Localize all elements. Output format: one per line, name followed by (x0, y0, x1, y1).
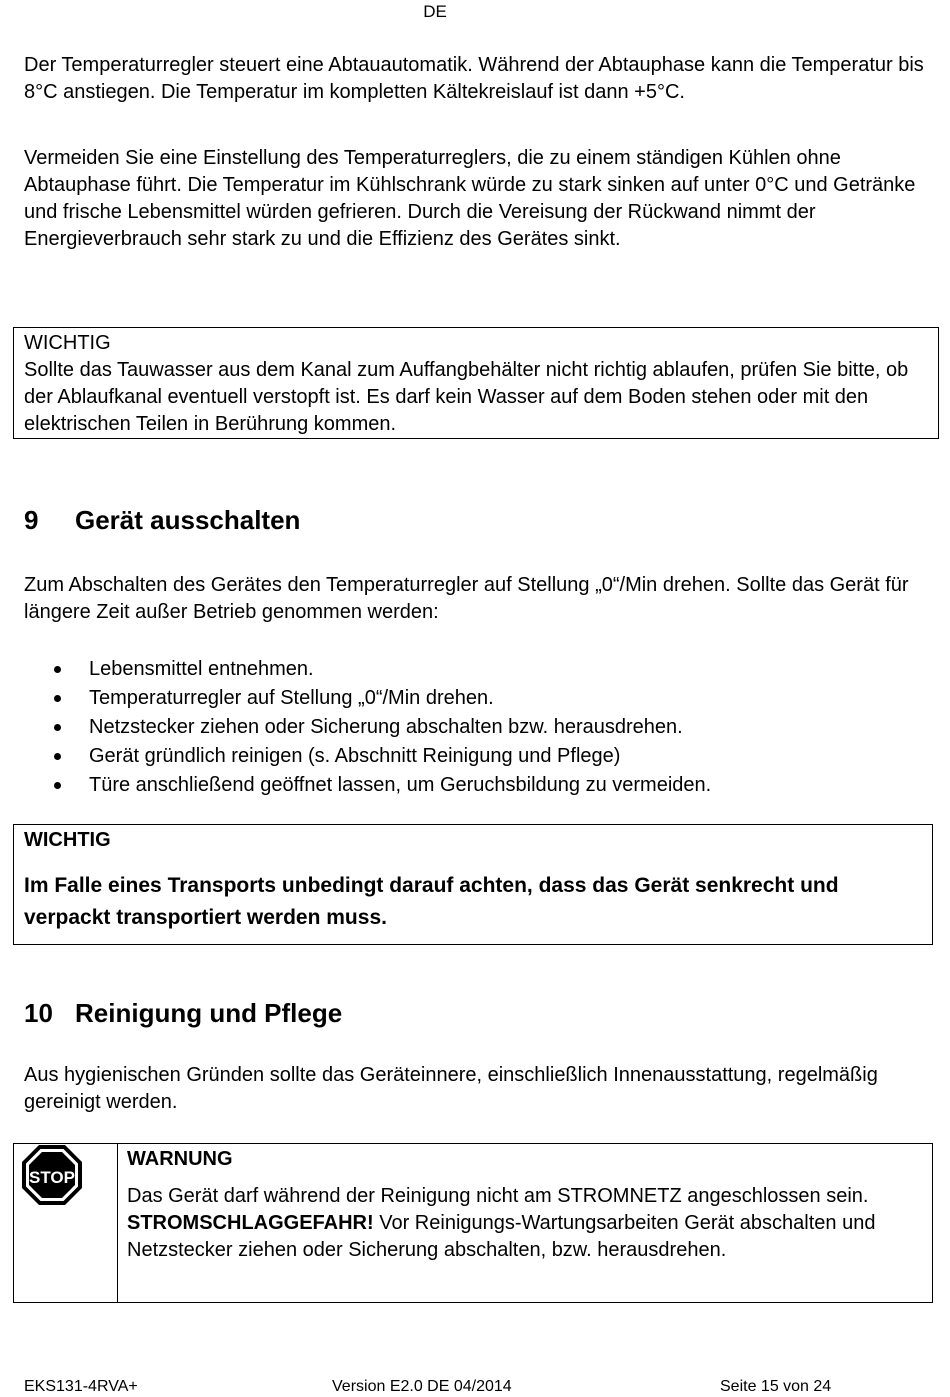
section-heading-cleaning (24, 998, 342, 1029)
bullet-icon (54, 724, 61, 731)
warning-text: Das Gerät darf während der Reinigung nicht am STROMNETZ angeschlossen sein. STROMSCHLAGGEFAHR! Vor Reinigungs-Wartungsarbeiten Gerät abschalten und Netzstecker ziehen oder Sicherung abschalten, bzw. herausdrehen. (127, 1185, 876, 1261)
notice-heading: WICHTIG (24, 829, 111, 851)
section-number: 9 (24, 505, 39, 535)
stop-sign-icon (21, 1144, 83, 1206)
notice-text: Im Falle eines Transports unbedingt darauf achten, dass das Gerät senkrecht und verpackt transportiert werden muss. (24, 874, 839, 929)
warning-content (127, 1146, 927, 1264)
warning-heading: WARNUNG (127, 1148, 233, 1170)
section-number: 10 (24, 998, 53, 1028)
warning-box (13, 1143, 933, 1303)
notice-text: Sollte das Tauwasser aus dem Kanal zum Auffangbehälter nicht richtig ablaufen, prüfen Sie bitte, ob der Ablaufkanal eventuell verstopft ist. Es darf kein Wasser auf dem Boden stehen oder mit den elektrischen Teilen in Berührung kommen. (24, 359, 909, 435)
notice-box-drain (13, 327, 939, 439)
page-language-label: DE (423, 2, 447, 21)
list-item: Netzstecker ziehen oder Sicherung abschalten bzw. herausdrehen. (52, 713, 922, 742)
footer-page-number: Seite 15 von 24 (720, 1378, 832, 1395)
intro-paragraph-settings: Vermeiden Sie eine Einstellung des Temperaturreglers, die zu einem ständigen Kühlen ohne Abtauphase führt. Die Temperatur im Kühlschrank würde zu stark sinken auf unter 0°C und Getränke und frische Lebensmittel würden gefrieren. Durch die Vereisung der Rückwand nimmt der Energieverbrauch sehr stark zu und die Effizienz des Gerätes sinkt. (24, 147, 916, 250)
cleaning-paragraph: Aus hygienischen Gründen sollte das Geräteinnere, einschließlich Innenausstattung, regelmäßig gereinigt werden. (24, 1064, 878, 1113)
notice-box-transport (13, 824, 933, 945)
notice-heading: WICHTIG (24, 332, 111, 354)
list-item: Gerät gründlich reinigen (s. Abschnitt Reinigung und Pflege) (52, 742, 922, 771)
section-heading-switch-off (24, 505, 300, 536)
svg-text:STOP: STOP (29, 1168, 75, 1187)
list-item: Temperaturregler auf Stellung „0“/Min drehen. (52, 684, 922, 713)
switch-off-steps-list (52, 655, 922, 800)
footer-version: Version E2.0 DE 04/2014 (332, 1378, 512, 1395)
list-item: Türe anschließend geöffnet lassen, um Geruchsbildung zu vermeiden. (52, 771, 922, 800)
bullet-icon (54, 666, 61, 673)
footer-model: EKS131-4RVA+ (24, 1378, 138, 1395)
bullet-icon (54, 782, 61, 789)
list-item: Lebensmittel entnehmen. (52, 655, 922, 684)
warning-divider (117, 1144, 118, 1302)
section-title: Reinigung und Pflege (75, 998, 343, 1028)
intro-paragraph-defrost: Der Temperaturregler steuert eine Abtauautomatik. Während der Abtauphase kann die Temperatur bis 8°C anstiegen. Die Temperatur im kompletten Kältekreislauf ist dann +5°C. (24, 54, 924, 103)
bullet-icon (54, 753, 61, 760)
section-title: Gerät ausschalten (75, 505, 301, 535)
switch-off-paragraph: Zum Abschalten des Gerätes den Temperaturregler auf Stellung „0“/Min drehen. Sollte das Gerät für längere Zeit außer Betrieb genommen werden: (24, 574, 909, 623)
warning-emphasis: STROMSCHLAGGEFAHR! (127, 1212, 374, 1234)
bullet-icon (54, 695, 61, 702)
